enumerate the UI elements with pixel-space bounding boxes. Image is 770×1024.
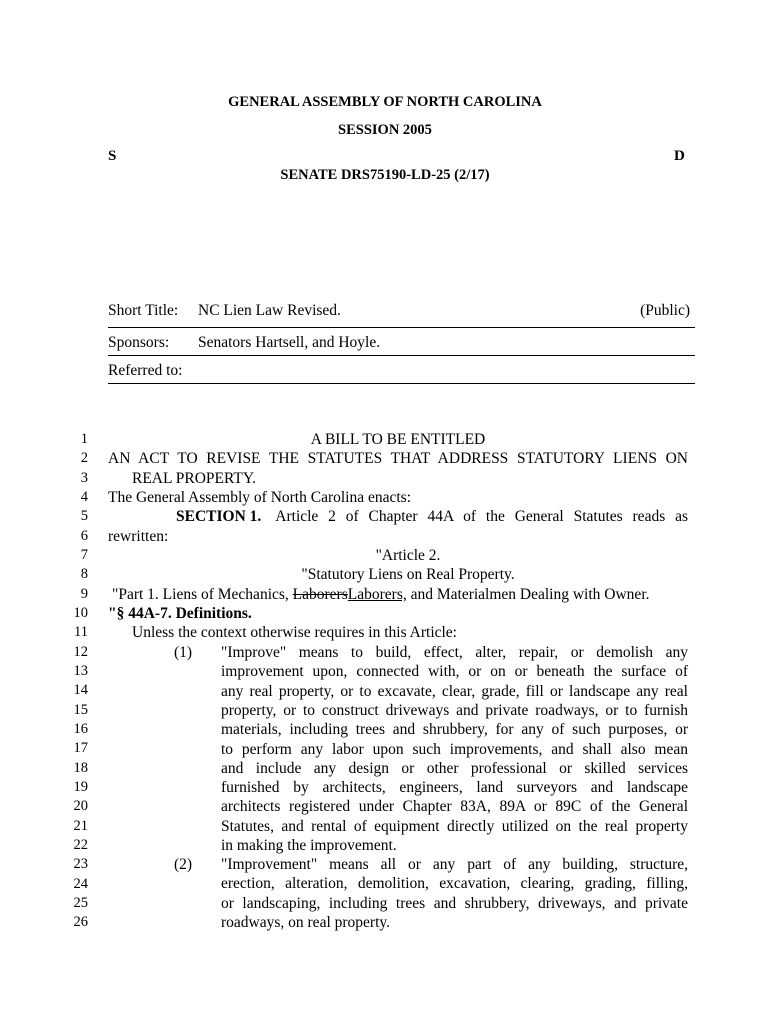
assembly-title: GENERAL ASSEMBLY OF NORTH CAROLINA [228,94,542,110]
table-divider [108,355,695,356]
line-number: 15 [73,702,88,718]
definition-line: Statutes, and rental of equipment directly utilized on the real property [221,818,688,835]
section-1-line [176,508,688,526]
definition-line: property, or to construct driveways and private roadways, or to furnish [221,702,688,719]
referred-label: Referred to: [108,362,183,379]
line-number: 1 [80,431,88,447]
bill-entitled-heading: A BILL TO BE ENTITLED [310,431,486,448]
sponsors-label: Sponsors: [108,334,170,351]
definition-line: improvement upon, connected with, or on or beneath the surface of [221,663,688,680]
line-number: 3 [80,470,88,486]
session-title: SESSION 2005 [338,122,432,138]
bill-identifier: SENATE DRS75190-LD-25 (2/17) [280,167,490,183]
article-subheading: "Statutory Liens on Real Property. [301,566,515,583]
enacting-clause: The General Assembly of North Carolina enacts: [108,489,412,506]
line-number: 7 [80,547,88,563]
inserted-text: Laborers, [347,586,407,603]
line-number: 10 [73,605,88,621]
line-number: 12 [73,644,88,660]
section-label: SECTION 1. [176,508,262,525]
definition-line: roadways, on real property. [221,914,391,931]
short-title-label: Short Title: [108,302,179,319]
line-number: 26 [73,914,88,930]
part-heading-text: "Part 1. Liens of Mechanics, [112,586,289,603]
chamber-code-left: S [108,148,117,164]
line-number: 14 [73,682,88,698]
line-number: 23 [73,856,88,872]
line-number: 11 [74,624,88,640]
definition-line: furnished by architects, engineers, land surveyors and landscape [221,779,688,796]
item-number: (1) [174,644,193,661]
line-number: 24 [73,876,88,892]
line-number: 20 [73,798,88,814]
line-number: 21 [73,818,88,834]
definition-line: erection, alteration, demolition, excavation, clearing, grading, filling, [221,875,688,892]
act-title-line: REAL PROPERTY. [132,470,256,487]
part-heading [112,586,692,604]
line-number: 18 [73,760,88,776]
table-divider [108,383,695,384]
context-clause: Unless the context otherwise requires in this Article: [132,624,457,641]
short-title-value: NC Lien Law Revised. [198,302,341,319]
line-number: 9 [80,586,88,602]
sponsors-value: Senators Hartsell, and Hoyle. [198,334,381,351]
definition-line: architects registered under Chapter 83A, 89A or 89C of the General [221,798,688,815]
struck-text: Laborers [292,586,348,603]
line-number: 25 [73,895,88,911]
article-heading: "Article 2. [375,547,441,564]
line-number: 19 [73,779,88,795]
line-number: 8 [80,566,88,582]
table-divider [108,327,695,328]
definition-line: or landscaping, including trees and shrubbery, driveways, and private [221,895,688,912]
part-heading-text: and Materialmen Dealing with Owner. [410,586,650,603]
public-marker: (Public) [640,302,690,319]
line-number: 5 [80,508,88,524]
definition-line: in making the improvement. [221,837,397,854]
definition-line: to perform any labor upon such improvements, and shall also mean [221,741,688,758]
line-number: 22 [73,837,88,853]
section-text: Article 2 of Chapter 44A of the General Statutes reads as [275,508,688,525]
item-number: (2) [174,856,193,873]
line-number: 4 [80,489,88,505]
line-number: 13 [73,663,88,679]
definition-line: and include any design or other professional or skilled services [221,760,688,777]
definition-line: "Improvement" means all or any part of any building, structure, [221,856,688,873]
line-number: 16 [73,721,88,737]
section-text: rewritten: [108,528,169,545]
definition-line: materials, including trees and shrubbery, for any of such purposes, or [221,721,688,738]
section-heading-44a-7: "§ 44A-7. Definitions. [108,605,252,622]
act-title-line: AN ACT TO REVISE THE STATUTES THAT ADDRESS STATUTORY LIENS ON [108,450,688,467]
draft-code-right: D [674,148,685,164]
line-number: 6 [80,528,88,544]
definition-line: "Improve" means to build, effect, alter, repair, or demolish any [221,644,688,661]
line-number: 17 [73,740,88,756]
definition-line: any real property, or to excavate, clear, grade, fill or landscape any real [221,683,688,700]
line-number: 2 [80,450,88,466]
